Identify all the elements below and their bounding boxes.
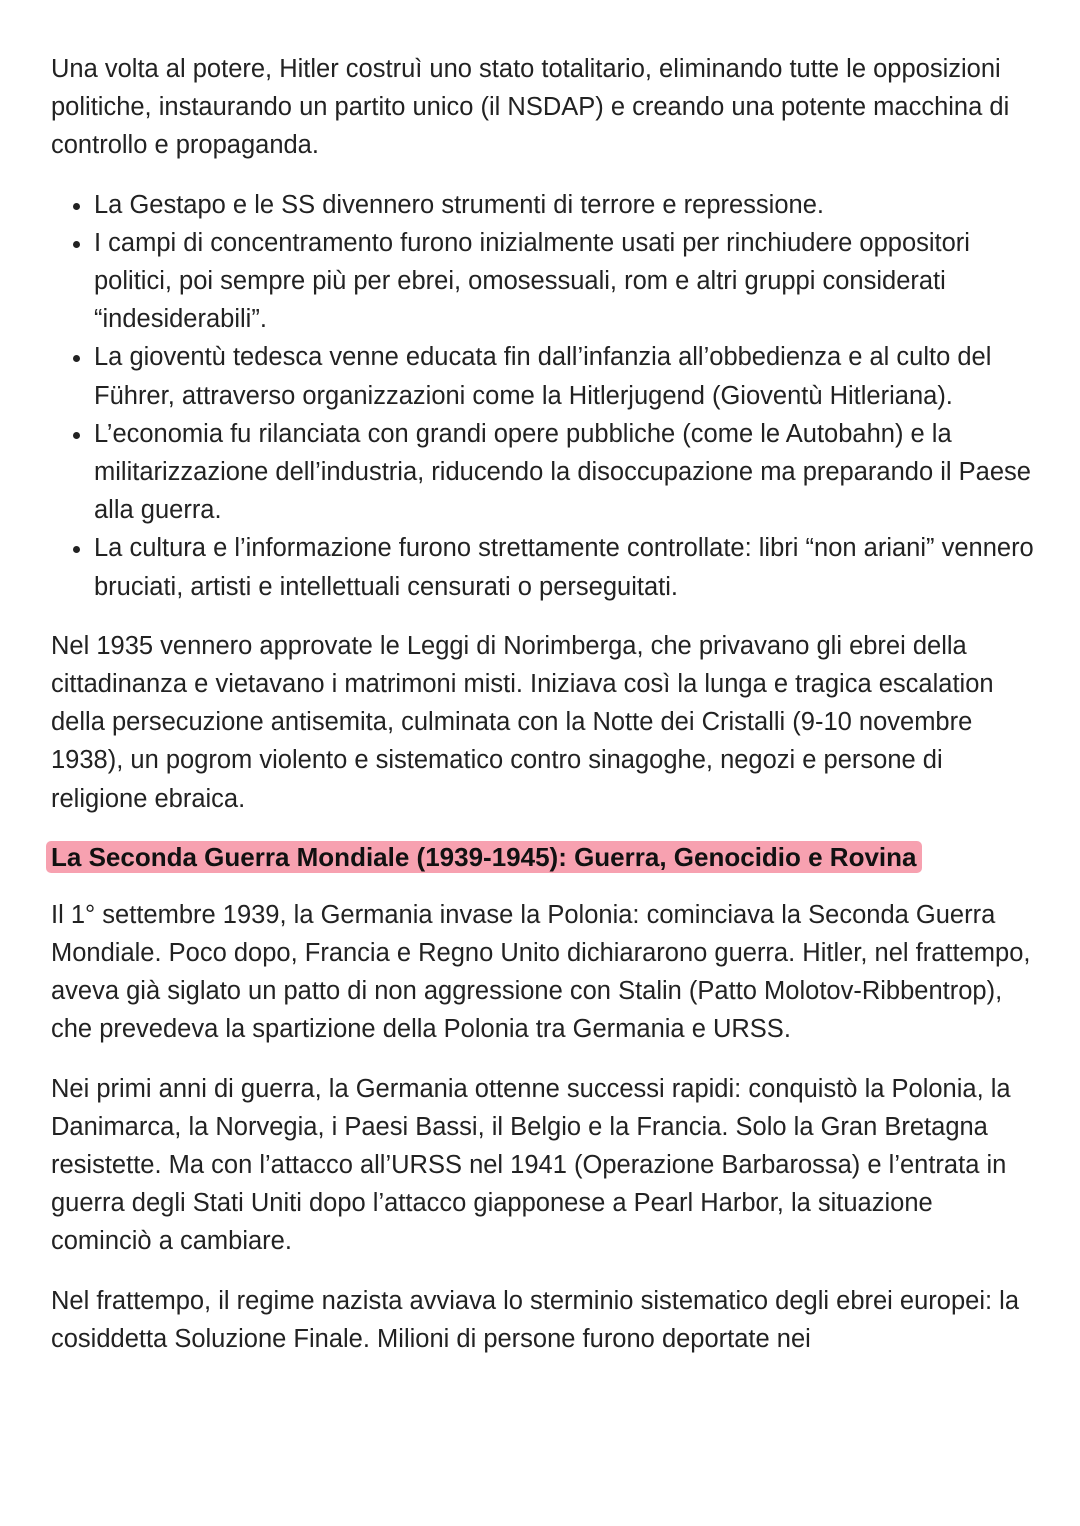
paragraph-war-start: Il 1° settembre 1939, la Germania invase la Polonia: cominciava la Seconda Guerra Mondiale. Poco dopo, Francia e Regno Unito dichiararono guerra. Hitler, nel frattempo, aveva già siglato un patto di non aggressione con Stalin (Patto Molotov-Ribbentrop), che prevedeva la spartizione della Polonia tra Germania e URSS. (51, 900, 1031, 1044)
paragraph-totalitarian-state: Una volta al potere, Hitler costruì uno stato totalitario, eliminando tutte le opposizioni politiche, instaurando un partito unico (il NSDAP) e creando una potente macchina di controllo e propaganda. (51, 55, 1010, 160)
paragraph-early-war: Nei primi anni di guerra, la Germania ottenne successi rapidi: conquistò la Polonia, la Danimarca, la Norvegia, i Paesi Bassi, il Belgio e la Francia. Solo la Gran Bretagna resistette. Ma con l’attacco all’URSS nel 1941 (Operazione Barbarossa) e l’entrata in guerra degli Stati Uniti dopo l’attacco giapponese a Pearl Harbor, la situazione cominciò a cambiare. (51, 1074, 1011, 1256)
bullet-item: • La Gestapo e le SS divennero strumenti di terrore e repressione. (94, 186, 1036, 224)
bullet-item: • La cultura e l’informazione furono strettamente controllate: libri “non ariani” vennero bruciati, artisti e intellettuali censurati o perseguitati. (94, 529, 1036, 605)
section-heading (46, 839, 1036, 875)
paragraph-final-solution: Nel frattempo, il regime nazista avviava lo sterminio sistematico degli ebrei europei: la cosiddetta Soluzione Finale. Milioni di persone furono deportate nei (51, 1286, 1020, 1353)
paragraph-nuremberg-laws: Nel 1935 vennero approvate le Leggi di Norimberga, che privavano gli ebrei della cittadinanza e vietavano i matrimoni misti. Iniziava così la lunga e tragica escalation della persecuzione antisemita, culminata con la Notte dei Cristalli (9-10 novembre 1938), un pogrom violento e sistematico contro sinagoghe, negozi e persone di religione ebraica. (51, 631, 994, 813)
bullet-item: • L’economia fu rilanciata con grandi opere pubbliche (come le Autobahn) e la militarizzazione dell’industria, riducendo la disoccupazione ma preparando il Paese alla guerra. (94, 415, 1036, 530)
document-body (51, 50, 1036, 1379)
bullet-list (51, 186, 1036, 606)
bullet-item: • La gioventù tedesca venne educata fin dall’infanzia all’obbedienza e al culto del Führer, attraverso organizzazioni come la Hitlerjugend (Gioventù Hitleriana). (94, 338, 1036, 414)
highlighted-heading-text: La Seconda Guerra Mondiale (1939-1945): Guerra, Genocidio e Rovina (46, 841, 922, 873)
bullet-item: • I campi di concentramento furono inizialmente usati per rinchiudere oppositori politici, poi sempre più per ebrei, omosessuali, rom e altri gruppi considerati “indesiderabili”. (94, 224, 1036, 339)
